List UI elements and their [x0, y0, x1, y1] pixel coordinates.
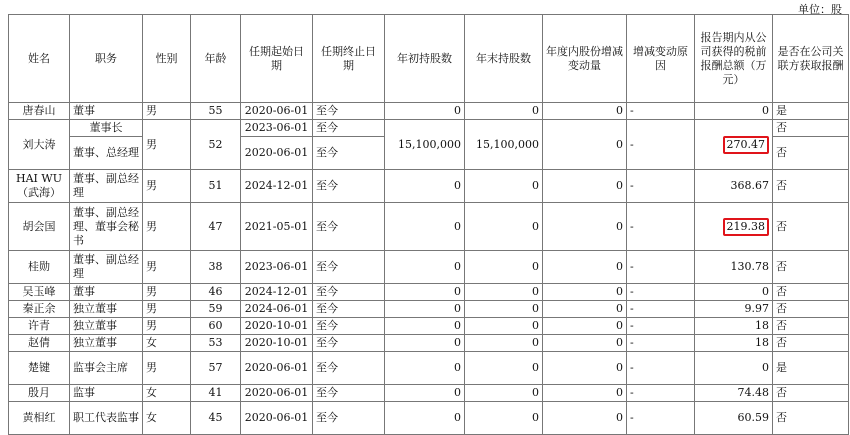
cell-term-start: 2024-06-01 — [241, 301, 313, 318]
cell-share-change: 0 — [543, 251, 627, 284]
cell-name: 楚键 — [9, 352, 70, 385]
table-row — [9, 251, 849, 284]
cell-pretax-pay: 0 — [695, 103, 773, 120]
cell-end-shares: 0 — [465, 301, 543, 318]
table-row — [9, 284, 849, 301]
cell-gender: 男 — [143, 103, 191, 120]
cell-begin-shares: 15,100,000 — [385, 120, 465, 170]
table-row — [9, 318, 849, 335]
cell-age: 51 — [191, 170, 241, 203]
cell-term-end: 至今 — [313, 402, 385, 435]
cell-share-change: 0 — [543, 352, 627, 385]
cell-term-start: 2024-12-01 — [241, 170, 313, 203]
cell-share-change: 0 — [543, 318, 627, 335]
table-row — [9, 402, 849, 435]
cell-gender: 男 — [143, 251, 191, 284]
cell-term-end: 至今 — [313, 352, 385, 385]
cell-end-shares: 15,100,000 — [465, 120, 543, 170]
table-row — [9, 103, 849, 120]
cell-age: 52 — [191, 120, 241, 170]
col-header-gender: 性别 — [143, 15, 191, 103]
highlight-box: 270.47 — [723, 136, 770, 154]
cell-term-start: 2021-05-01 — [241, 203, 313, 251]
table-row — [9, 301, 849, 318]
cell-name: 刘大涛 — [9, 120, 70, 170]
cell-change-reason: - — [627, 402, 695, 435]
cell-end-shares: 0 — [465, 352, 543, 385]
cell-term-end: 至今 — [313, 120, 385, 137]
cell-name: 桂勋 — [9, 251, 70, 284]
cell-change-reason: - — [627, 170, 695, 203]
cell-pretax-pay: 60.59 — [695, 402, 773, 435]
cell-term-end: 至今 — [313, 103, 385, 120]
cell-share-change: 0 — [543, 203, 627, 251]
cell-age: 53 — [191, 335, 241, 352]
cell-begin-shares: 0 — [385, 352, 465, 385]
cell-gender: 男 — [143, 284, 191, 301]
table-row — [9, 170, 849, 203]
cell-position: 监事 — [70, 385, 143, 402]
cell-gender: 女 — [143, 335, 191, 352]
cell-age: 47 — [191, 203, 241, 251]
cell-term-start: 2020-06-01 — [241, 103, 313, 120]
cell-gender: 男 — [143, 120, 191, 170]
cell-begin-shares: 0 — [385, 170, 465, 203]
col-header-term-start: 任期起始日期 — [241, 15, 313, 103]
cell-name: HAI WU（武海） — [9, 170, 70, 203]
cell-term-start: 2023-06-01 — [241, 251, 313, 284]
cell-term-end: 至今 — [313, 251, 385, 284]
cell-pretax-pay: 74.48 — [695, 385, 773, 402]
cell-gender: 男 — [143, 352, 191, 385]
cell-age: 60 — [191, 318, 241, 335]
col-header-end-shares: 年末持股数 — [465, 15, 543, 103]
highlight-box: 219.38 — [723, 218, 770, 236]
cell-term-end: 至今 — [313, 170, 385, 203]
cell-term-start: 2020-06-01 — [241, 137, 313, 170]
cell-age: 38 — [191, 251, 241, 284]
cell-begin-shares: 0 — [385, 203, 465, 251]
cell-gender: 男 — [143, 203, 191, 251]
col-header-name: 姓名 — [9, 15, 70, 103]
cell-change-reason: - — [627, 352, 695, 385]
cell-pretax-pay: 130.78 — [695, 251, 773, 284]
cell-related-party-pay: 否 — [773, 251, 849, 284]
cell-change-reason: - — [627, 284, 695, 301]
cell-begin-shares: 0 — [385, 335, 465, 352]
cell-change-reason: - — [627, 335, 695, 352]
cell-pretax-pay: 0 — [695, 284, 773, 301]
cell-term-end: 至今 — [313, 385, 385, 402]
cell-related-party-pay: 否 — [773, 120, 849, 137]
cell-age: 59 — [191, 301, 241, 318]
table-row — [9, 203, 849, 251]
cell-pretax-pay — [695, 203, 773, 251]
cell-related-party-pay: 否 — [773, 203, 849, 251]
cell-end-shares: 0 — [465, 402, 543, 435]
cell-change-reason: - — [627, 103, 695, 120]
cell-name: 许青 — [9, 318, 70, 335]
cell-age: 57 — [191, 352, 241, 385]
cell-term-end: 至今 — [313, 318, 385, 335]
col-header-begin-shares: 年初持股数 — [385, 15, 465, 103]
table-row — [9, 385, 849, 402]
cell-position: 职工代表监事 — [70, 402, 143, 435]
unit-label: 单位：股 — [798, 3, 842, 16]
cell-position: 独立董事 — [70, 301, 143, 318]
cell-end-shares: 0 — [465, 170, 543, 203]
cell-name: 黄相红 — [9, 402, 70, 435]
col-header-share-change: 年度内股份增减变动量 — [543, 15, 627, 103]
col-header-change-reason: 增减变动原因 — [627, 15, 695, 103]
cell-position: 监事会主席 — [70, 352, 143, 385]
cell-end-shares: 0 — [465, 103, 543, 120]
cell-related-party-pay: 否 — [773, 385, 849, 402]
cell-begin-shares: 0 — [385, 284, 465, 301]
cell-end-shares: 0 — [465, 385, 543, 402]
cell-pretax-pay: 18 — [695, 318, 773, 335]
cell-name: 殷月 — [9, 385, 70, 402]
cell-related-party-pay: 否 — [773, 301, 849, 318]
cell-begin-shares: 0 — [385, 385, 465, 402]
cell-term-end: 至今 — [313, 335, 385, 352]
cell-pretax-pay: 0 — [695, 352, 773, 385]
col-header-pretax-pay: 报告期内从公司获得的税前报酬总额（万元） — [695, 15, 773, 103]
table-row — [9, 352, 849, 385]
table-row — [9, 335, 849, 352]
cell-position: 董事、副总经理 — [70, 251, 143, 284]
cell-begin-shares: 0 — [385, 103, 465, 120]
cell-related-party-pay: 否 — [773, 335, 849, 352]
cell-related-party-pay: 否 — [773, 318, 849, 335]
cell-end-shares: 0 — [465, 251, 543, 284]
cell-change-reason: - — [627, 318, 695, 335]
cell-share-change: 0 — [543, 301, 627, 318]
cell-end-shares: 0 — [465, 318, 543, 335]
col-header-term-end: 任期终止日期 — [313, 15, 385, 103]
cell-begin-shares: 0 — [385, 251, 465, 284]
cell-term-end: 至今 — [313, 203, 385, 251]
cell-gender: 男 — [143, 301, 191, 318]
cell-position: 董事长 — [70, 120, 143, 137]
cell-related-party-pay: 否 — [773, 402, 849, 435]
cell-share-change: 0 — [543, 335, 627, 352]
cell-gender: 女 — [143, 385, 191, 402]
cell-age: 41 — [191, 385, 241, 402]
cell-related-party-pay: 否 — [773, 137, 849, 170]
cell-related-party-pay: 是 — [773, 352, 849, 385]
cell-end-shares: 0 — [465, 335, 543, 352]
header-row — [9, 15, 849, 103]
cell-term-start: 2023-06-01 — [241, 120, 313, 137]
cell-position: 独立董事 — [70, 318, 143, 335]
cell-position: 董事、总经理 — [70, 137, 143, 170]
cell-begin-shares: 0 — [385, 301, 465, 318]
cell-end-shares: 0 — [465, 284, 543, 301]
cell-share-change: 0 — [543, 402, 627, 435]
cell-share-change: 0 — [543, 120, 627, 170]
cell-end-shares: 0 — [465, 203, 543, 251]
cell-related-party-pay: 是 — [773, 103, 849, 120]
cell-name: 唐春山 — [9, 103, 70, 120]
cell-position: 独立董事 — [70, 335, 143, 352]
cell-position: 董事、副总经理、董事会秘书 — [70, 203, 143, 251]
cell-name: 吴玉峰 — [9, 284, 70, 301]
cell-begin-shares: 0 — [385, 402, 465, 435]
table-row — [9, 120, 849, 137]
cell-share-change: 0 — [543, 385, 627, 402]
cell-share-change: 0 — [543, 103, 627, 120]
cell-name: 赵倩 — [9, 335, 70, 352]
cell-related-party-pay: 否 — [773, 170, 849, 203]
cell-pretax-pay: 9.97 — [695, 301, 773, 318]
cell-share-change: 0 — [543, 170, 627, 203]
cell-change-reason: - — [627, 120, 695, 170]
cell-change-reason: - — [627, 301, 695, 318]
cell-begin-shares: 0 — [385, 318, 465, 335]
cell-change-reason: - — [627, 385, 695, 402]
cell-name: 秦正余 — [9, 301, 70, 318]
cell-term-start: 2020-06-01 — [241, 352, 313, 385]
cell-gender: 女 — [143, 402, 191, 435]
cell-term-start: 2024-12-01 — [241, 284, 313, 301]
col-header-related-party-pay: 是否在公司关联方获取报酬 — [773, 15, 849, 103]
cell-age: 55 — [191, 103, 241, 120]
cell-term-end: 至今 — [313, 137, 385, 170]
cell-pretax-pay — [695, 120, 773, 170]
cell-position: 董事 — [70, 103, 143, 120]
cell-term-start: 2020-10-01 — [241, 318, 313, 335]
cell-position: 董事、副总经理 — [70, 170, 143, 203]
cell-term-end: 至今 — [313, 301, 385, 318]
cell-name: 胡会国 — [9, 203, 70, 251]
executive-compensation-table — [8, 14, 849, 435]
cell-pretax-pay: 368.67 — [695, 170, 773, 203]
cell-gender: 男 — [143, 170, 191, 203]
cell-term-start: 2020-10-01 — [241, 335, 313, 352]
cell-related-party-pay: 否 — [773, 284, 849, 301]
cell-term-start: 2020-06-01 — [241, 385, 313, 402]
cell-age: 46 — [191, 284, 241, 301]
cell-change-reason: - — [627, 251, 695, 284]
cell-gender: 男 — [143, 318, 191, 335]
col-header-position: 职务 — [70, 15, 143, 103]
cell-position: 董事 — [70, 284, 143, 301]
cell-pretax-pay: 18 — [695, 335, 773, 352]
cell-term-end: 至今 — [313, 284, 385, 301]
col-header-age: 年龄 — [191, 15, 241, 103]
cell-change-reason: - — [627, 203, 695, 251]
cell-share-change: 0 — [543, 284, 627, 301]
cell-term-start: 2020-06-01 — [241, 402, 313, 435]
cell-age: 45 — [191, 402, 241, 435]
